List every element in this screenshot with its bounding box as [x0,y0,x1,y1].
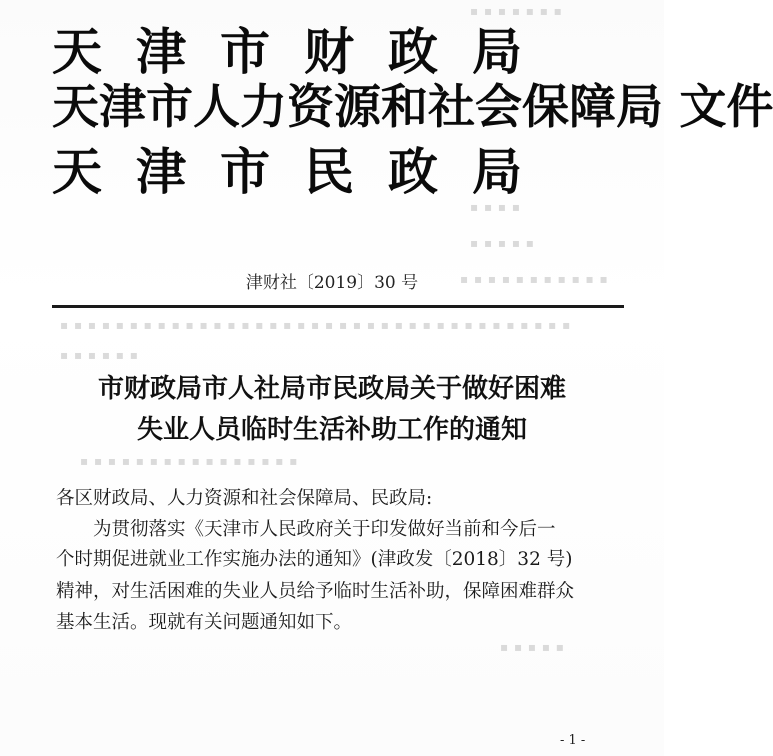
header-divider [52,305,624,308]
body-text-line: 个时期促进就业工作实施办法的通知》(津政发〔2018〕32 号) [56,549,573,570]
body-text-line: 基本生活。现就有关问题通知如下。 [56,612,353,633]
bleed-through-mark: ▪ ▪ ▪ ▪ ▪ ▪ ▪ ▪ ▪ ▪ ▪ [460,272,609,286]
body-text-line: 为贯彻落实《天津市人民政府关于印发做好当前和今后一 [93,519,556,540]
document-number: 津财社〔2019〕30 号 [245,273,419,293]
issuer-line-finance-bureau: 天津市财政局 [52,23,556,81]
body-text-line: 精神，对生活困难的失业人员给予临时生活补助，保障困难群众 [56,581,575,602]
bleed-through-mark: ▪ ▪ ▪ ▪ ▪ ▪ ▪ [470,4,563,18]
issuer-line-civil-affairs-bureau: 天津市民政局 [52,143,556,201]
document-title-line-2: 失业人员临时生活补助工作的通知 [136,415,527,445]
bleed-through-mark: ▪ ▪ ▪ ▪ ▪ ▪ ▪ ▪ ▪ ▪ ▪ ▪ ▪ ▪ ▪ ▪ [80,454,299,468]
page-number: - 1 - [560,733,586,748]
bleed-through-mark: ▪ ▪ ▪ ▪ ▪ [470,236,535,250]
addressee-line: 各区财政局、人力资源和社会保障局、民政局: [56,488,433,509]
bleed-through-mark: ▪ ▪ ▪ ▪ ▪ ▪ [60,348,139,362]
bleed-through-mark: ▪ ▪ ▪ ▪ ▪ ▪ ▪ ▪ ▪ ▪ ▪ ▪ ▪ ▪ ▪ ▪ ▪ ▪ ▪ ▪ ▪ ▪ ▪ ▪ ▪ ▪ ▪ ▪ ▪ ▪ ▪ ▪ ▪ ▪ ▪ ▪ ▪ [60,318,572,332]
document-title-line-1: 市财政局市人社局市民政局关于做好困难 [97,374,566,404]
bleed-through-mark: ▪ ▪ ▪ ▪ ▪ [500,640,565,654]
issuer-line-hrss-bureau: 天津市人力资源和社会保障局 文件 [52,80,773,135]
bleed-through-mark: ▪ ▪ ▪ ▪ [470,200,521,214]
